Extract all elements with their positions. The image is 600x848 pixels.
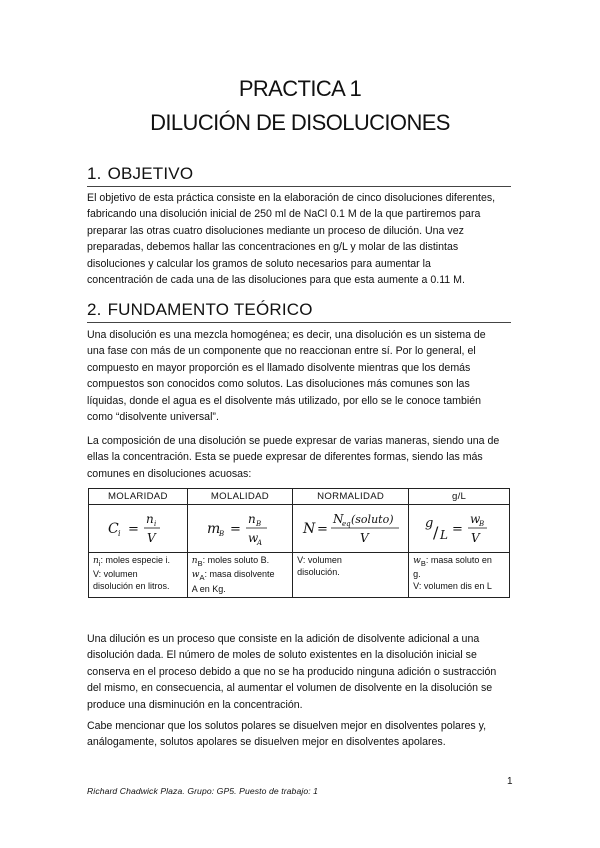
formula-denominator-sub: A bbox=[256, 538, 263, 547]
formula-numerator-rest: (soluto) bbox=[350, 512, 394, 526]
formula-cell-molaridad bbox=[89, 505, 188, 553]
paragraph-disolucion bbox=[87, 327, 511, 425]
description-line bbox=[192, 555, 288, 569]
table-header-gl: g/L bbox=[409, 489, 510, 505]
text-line: preparar las otras cuatro disoluciones mediante un proceso de dilución. Una vez bbox=[87, 224, 464, 237]
section-title: OBJETIVO bbox=[107, 164, 194, 183]
text-line: Cabe mencionar que los solutos polares se disuelven mejor en disolventes polares y, bbox=[87, 720, 487, 732]
section-underline bbox=[87, 322, 511, 323]
text-line: líquidas, donde el agua es el disolvente más utilizado, por ello se le conoce también bbox=[87, 394, 481, 407]
variable-subscript: A bbox=[199, 573, 205, 583]
text-line: El objetivo de esta práctica consiste en la elaboración de cinco disoluciones diferentes, bbox=[87, 192, 496, 204]
formula-denominator: V bbox=[359, 530, 369, 545]
text-line: compuestos son conocidos como solutos. Las disoluciones más comunes son las bbox=[87, 378, 470, 391]
text-line: compuesto en mayor proporción es el llamado disolvente mientras que los demás bbox=[87, 361, 471, 374]
description-line: A en Kg. bbox=[191, 583, 226, 594]
equals-sign: = bbox=[316, 521, 328, 537]
equals-sign: = bbox=[229, 521, 241, 537]
text-line: disoluciones y calcular los gramos de soluto necesarios para aumentar la bbox=[87, 257, 431, 270]
text-line: una fase con más de un componente que no reaccionan entre sí. Por lo general, el bbox=[87, 345, 476, 358]
variable-symbol: w bbox=[191, 570, 200, 581]
formula-cell-molalidad bbox=[187, 505, 292, 553]
text-line: concentración de cada una de las disoluciones para que esta aumente a 0.11 M. bbox=[87, 274, 465, 287]
description-text: : masa soluto en bbox=[425, 555, 492, 565]
formula-numerator: n bbox=[247, 511, 256, 526]
formula-numerator-sub: eq bbox=[341, 519, 351, 528]
formula-denominator: V bbox=[471, 530, 480, 545]
paragraph-dilucion bbox=[87, 631, 511, 713]
formula-numerator-sub: i bbox=[153, 519, 157, 528]
text-line: produce una disminución en la concentración. bbox=[87, 698, 303, 711]
formula-denominator: V bbox=[146, 530, 156, 545]
formula-numerator: N bbox=[332, 511, 344, 526]
text-line: como “disolvente universal”. bbox=[87, 411, 219, 424]
equals-sign: = bbox=[127, 521, 139, 537]
normalidad-formula bbox=[301, 508, 401, 550]
equals-sign: = bbox=[452, 521, 463, 537]
table-header-row bbox=[89, 489, 510, 505]
formula-lhs-denominator: L bbox=[440, 527, 449, 542]
formula-lhs-numerator: g bbox=[425, 515, 434, 531]
formula-numerator: w bbox=[470, 511, 481, 526]
molaridad-formula bbox=[98, 508, 178, 550]
formula-lhs-sub: i bbox=[117, 528, 121, 538]
description-cell-molaridad bbox=[89, 553, 188, 598]
description-line: V: volumen bbox=[93, 569, 138, 580]
molalidad-formula bbox=[197, 508, 283, 550]
table-header-molaridad: MOLARIDAD bbox=[89, 489, 188, 505]
table-header-molalidad: MOLALIDAD bbox=[187, 489, 292, 505]
description-text: : moles especie i. bbox=[100, 555, 170, 565]
variable-symbol: n bbox=[93, 556, 99, 566]
description-line: g. bbox=[413, 569, 421, 580]
text-line: del mismo, en consecuencia, al aumentar el volumen de disolvente en la disolución se bbox=[87, 682, 493, 695]
slash-symbol: / bbox=[433, 522, 439, 542]
description-line bbox=[192, 569, 288, 583]
paragraph-polares bbox=[87, 718, 511, 751]
text-line: comunes en disoluciones acuosas: bbox=[87, 467, 252, 480]
formula-lhs-sub: B bbox=[218, 529, 225, 538]
paragraph-composicion bbox=[87, 433, 511, 482]
description-cell-gl bbox=[409, 553, 510, 598]
section-number: 1. bbox=[87, 164, 102, 183]
formula-lhs: N bbox=[302, 520, 315, 537]
description-line bbox=[413, 555, 505, 569]
description-cell-molalidad bbox=[187, 553, 292, 598]
formula-cell-gl bbox=[409, 505, 510, 553]
formula-numerator: n bbox=[145, 511, 154, 526]
section-underline bbox=[87, 186, 511, 187]
text-line: Una disolución es una mezcla homogénea; es decir, una disolución es un sistema de bbox=[87, 329, 486, 341]
formula-cell-normalidad bbox=[293, 505, 409, 553]
formula-denominator: w bbox=[247, 530, 259, 545]
description-line: disolución. bbox=[297, 566, 340, 577]
variable-symbol: n bbox=[191, 556, 198, 566]
description-text: : masa disolvente bbox=[204, 569, 275, 580]
table-description-row bbox=[89, 553, 510, 598]
formula-numerator-sub: B bbox=[255, 519, 262, 528]
gl-formula bbox=[419, 508, 499, 550]
table-header-normalidad: NORMALIDAD bbox=[293, 489, 409, 505]
text-line: conserva en el proceso debido a que no se ha producido ninguna adición o sustracción bbox=[87, 665, 497, 678]
text-line: fabricando una disolución inicial de 250 ml de NaCl 0.1 M de la que partiremos para bbox=[87, 208, 481, 221]
description-cell-normalidad bbox=[293, 553, 409, 598]
text-line: La composición de una disolución se puede expresar de varias maneras, siendo una de bbox=[87, 435, 500, 447]
section-title: FUNDAMENTO TEÓRICO bbox=[107, 300, 313, 319]
page-number: 1 bbox=[507, 776, 513, 787]
variable-subscript: B bbox=[197, 558, 203, 568]
description-line: disolución en litros. bbox=[93, 580, 170, 591]
text-line: análogamente, solutos apolares se disuelven mejor en disolventes apolares. bbox=[87, 736, 446, 749]
formula-lhs: C bbox=[107, 520, 119, 537]
page-footer: Richard Chadwick Plaza. Grupo: GP5. Puesto de trabajo: 1 bbox=[87, 786, 319, 796]
formula-numerator-sub: B bbox=[479, 519, 485, 528]
variable-subscript: i bbox=[98, 558, 101, 568]
document-title-line-1: PRACTICA 1 bbox=[238, 76, 362, 101]
description-line: V: volumen bbox=[297, 555, 342, 565]
description-line: V: volumen dis en L bbox=[413, 580, 492, 591]
document-title-line-2: DILUCIÓN DE DISOLUCIONES bbox=[150, 110, 450, 135]
table-formula-row bbox=[89, 505, 510, 553]
paragraph-objetivo bbox=[87, 190, 511, 288]
variable-symbol: w bbox=[413, 556, 421, 566]
concentration-table bbox=[88, 488, 510, 598]
description-line bbox=[93, 555, 183, 569]
text-line: ellas la concentración. Esta se puede expresar de diferentes formas, siendo las más bbox=[87, 451, 483, 464]
section-heading-fundamento bbox=[87, 300, 313, 320]
text-line: preparadas, debemos hallar las concentraciones en g/L y molar de las distintas bbox=[87, 241, 459, 254]
section-number: 2. bbox=[87, 300, 102, 319]
text-line: disolución dada. El número de moles de soluto existentes en la disolución inicial se bbox=[87, 649, 477, 662]
description-text: : moles soluto B. bbox=[202, 555, 270, 565]
variable-subscript: B bbox=[420, 558, 426, 568]
formula-lhs: m bbox=[206, 520, 221, 537]
section-heading-objetivo bbox=[87, 164, 193, 184]
text-line: Una dilución es un proceso que consiste en la adición de disolvente adicional a una bbox=[87, 633, 480, 645]
